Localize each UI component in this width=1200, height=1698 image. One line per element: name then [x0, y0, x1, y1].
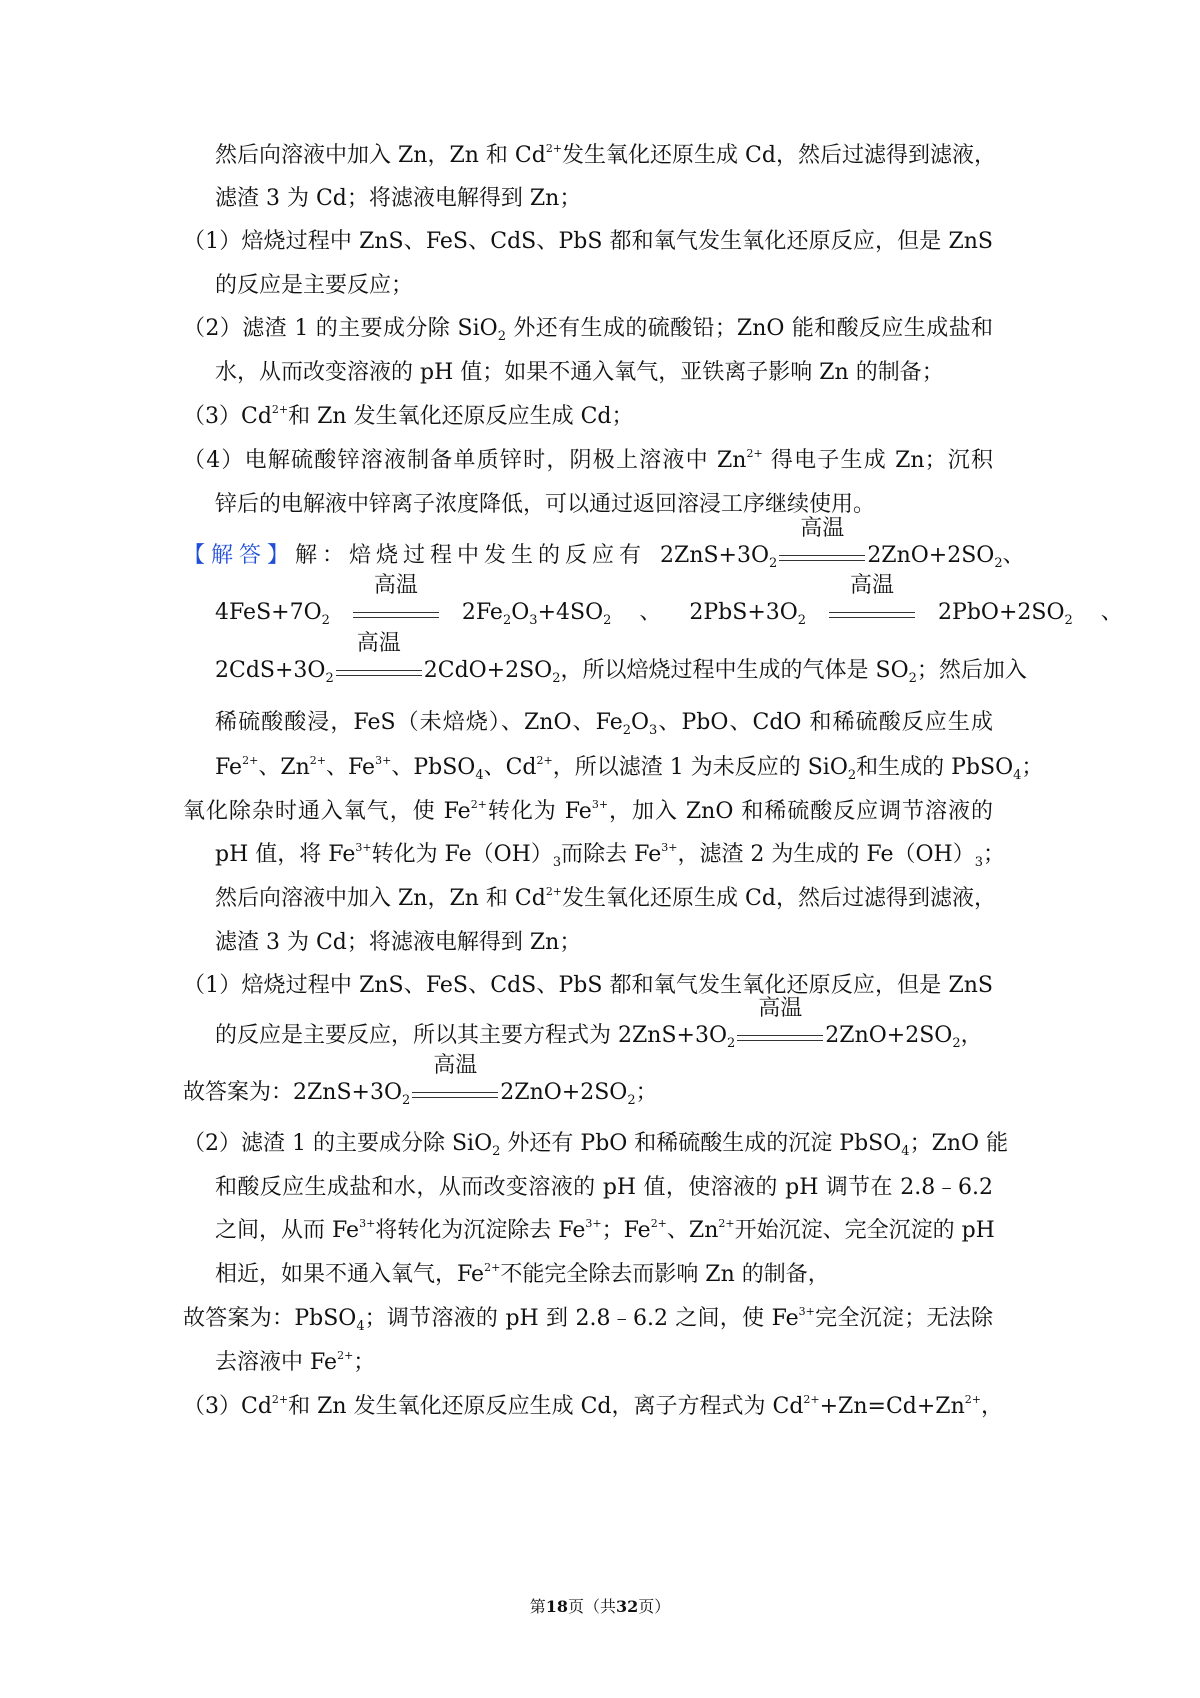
- text-run: 、Zn: [666, 1218, 719, 1243]
- text-run: 、Cd: [483, 755, 537, 780]
- text-run: 的反应是主要反应；: [215, 273, 414, 298]
- subscript: 4: [356, 1319, 365, 1334]
- equals-sign: [412, 1092, 498, 1098]
- text-run: +4SO: [537, 600, 604, 625]
- text-run: 转化为 Fe: [486, 799, 592, 824]
- superscript: 3+: [355, 841, 372, 854]
- text-run: 转化为 Fe（OH）: [371, 842, 553, 867]
- text-run: 然后向溶液中加入 Zn，Zn 和 Cd: [215, 886, 546, 911]
- subscript: 3: [649, 723, 658, 738]
- text-run: 和 Zn 发生氧化还原反应生成 Cd，离子方程式为 Cd: [288, 1394, 804, 1419]
- superscript: 2+: [271, 1393, 289, 1406]
- superscript: 2+: [650, 1217, 667, 1230]
- superscript: 2+: [545, 142, 563, 155]
- superscript: 3+: [591, 798, 609, 811]
- page-total: 32: [616, 1597, 639, 1616]
- text-run: 完全沉淀；无法除: [814, 1306, 993, 1331]
- text-line: [215, 1216, 993, 1246]
- subscript: 2: [908, 671, 917, 686]
- condition-label: 高温: [433, 1053, 478, 1078]
- subscript: 3: [974, 855, 983, 870]
- superscript: 2+: [484, 1261, 501, 1274]
- superscript: 2+: [337, 1349, 354, 1362]
- subscript: 3: [529, 613, 538, 628]
- text-line: [215, 1348, 375, 1378]
- text-line: [183, 1392, 1003, 1422]
- superscript: 3+: [585, 1217, 602, 1230]
- text-run: （3）Cd: [183, 1394, 272, 1419]
- text-line: [215, 708, 993, 738]
- text-run: （4）电解硫酸锌溶液制备单质锌时，阴极上溶液中 Zn: [183, 448, 747, 473]
- text-run: （2）滤渣 1 的主要成分除 SiO: [183, 316, 498, 341]
- text-line: [215, 1260, 830, 1290]
- text-run: 、: [1100, 600, 1123, 625]
- text-run: 滤渣 3 为 Cd；将滤液电解得到 Zn；: [215, 186, 582, 211]
- text-run: 不能完全除去而影响 Zn 的制备，: [500, 1262, 830, 1287]
- footer-text: 第: [529, 1597, 546, 1616]
- text-run: 发生氧化还原生成 Cd，然后过滤得到滤液，: [562, 143, 996, 168]
- text-line: [183, 1129, 1009, 1159]
- reaction-condition: [735, 996, 825, 1051]
- text-run: 的反应是主要反应，所以其主要方程式为 2ZnS+3O: [215, 1023, 727, 1048]
- text-run: 、: [639, 600, 662, 625]
- text-run: O: [511, 600, 530, 625]
- reaction-condition: [777, 516, 867, 571]
- text-run: +Zn=Cd+Zn: [819, 1394, 965, 1419]
- condition-label: 高温: [373, 573, 418, 598]
- footer-text: 页（共: [567, 1597, 616, 1616]
- text-run: ；Fe: [601, 1218, 651, 1243]
- text-run: 开始沉淀、完全沉淀的 pH: [734, 1218, 995, 1243]
- condition-label: 高温: [758, 996, 803, 1021]
- text-line: [215, 631, 1027, 686]
- text-run: 故答案为：PbSO: [183, 1306, 357, 1331]
- superscript: 2+: [964, 1393, 981, 1406]
- text-line: [183, 1304, 993, 1334]
- text-run: 4FeS+7O: [215, 600, 322, 625]
- text-run: 氧化除杂时通入氧气，使 Fe: [183, 799, 471, 824]
- text-run: （3）Cd: [183, 404, 272, 429]
- subscript: 2: [627, 1093, 636, 1108]
- text-line: [183, 314, 993, 344]
- subscript: 2: [622, 723, 631, 738]
- text-run: 2ZnO+2SO: [825, 1023, 953, 1048]
- text-run: ，滤渣 2 为生成的 Fe（OH）: [677, 842, 975, 867]
- text-run: 外还有生成的硫酸铅；ZnO 能和酸反应生成盐和: [505, 316, 993, 341]
- page-footer: [0, 1596, 1200, 1618]
- condition-label: 高温: [850, 573, 895, 598]
- text-line: [215, 1173, 993, 1203]
- text-run: 2ZnO+2SO: [867, 543, 995, 568]
- subscript: 4: [475, 768, 484, 783]
- text-run: （1）焙烧过程中 ZnS、FeS、CdS、PbS 都和氧气发生氧化还原反应，但是 ZnS: [183, 229, 993, 254]
- condition-label: 高温: [356, 631, 401, 656]
- superscript: 2+: [242, 754, 259, 767]
- text-run: 然后向溶液中加入 Zn，Zn 和 Cd: [215, 143, 546, 168]
- equals-sign: [336, 670, 422, 676]
- text-run: 解：焙烧过程中发生的反应有: [295, 543, 647, 568]
- superscript: 3+: [798, 1305, 815, 1318]
- text-run: 和 Zn 发生氧化还原反应生成 Cd；: [288, 404, 634, 429]
- subscript: 2: [402, 1093, 411, 1108]
- equals-sign: [353, 612, 439, 618]
- text-line: [183, 797, 993, 827]
- text-run: pH 值，将 Fe: [215, 842, 356, 867]
- text-run: 滤渣 3 为 Cd；将滤液电解得到 Zn；: [215, 930, 582, 955]
- superscript: 2+: [536, 754, 553, 767]
- text-run: 、Fe: [326, 755, 376, 780]
- text-run: 故答案为：2ZnS+3O: [183, 1080, 402, 1105]
- text-run: 得电子生成 Zn；沉积: [762, 448, 993, 473]
- text-line: [215, 358, 944, 388]
- subscript: 2: [603, 613, 612, 628]
- text-run: ，: [960, 1023, 983, 1048]
- subscript: 4: [1013, 768, 1022, 783]
- text-run: 锌后的电解液中锌离子浓度降低，可以通过返回溶浸工序继续使用。: [215, 492, 876, 517]
- text-run: 而除去 Fe: [561, 842, 662, 867]
- text-run: 2Fe: [461, 600, 503, 625]
- text-run: 相近，如果不通入氧气，Fe: [215, 1262, 485, 1287]
- superscript: 2+: [746, 447, 763, 460]
- text-line: [215, 271, 413, 301]
- subscript: 2: [1064, 613, 1073, 628]
- text-run: 2ZnS+3O: [660, 543, 770, 568]
- superscript: 2+: [271, 403, 289, 416]
- text-run: ，加入 ZnO 和稀硫酸反应调节溶液的: [608, 799, 994, 824]
- text-run: ；ZnO 能: [909, 1131, 1009, 1156]
- subscript: 2: [847, 768, 857, 783]
- text-run: （1）焙烧过程中 ZnS、FeS、CdS、PbS 都和氧气发生氧化还原反应，但是 ZnS: [183, 973, 993, 998]
- text-run: 、Zn: [258, 755, 310, 780]
- text-run: ，: [980, 1394, 1003, 1419]
- text-line: [183, 402, 634, 432]
- text-run: 将转化为沉淀除去 Fe: [375, 1218, 586, 1243]
- subscript: 2: [994, 556, 1003, 571]
- text-line: [183, 227, 993, 257]
- page-number: 18: [545, 1597, 568, 1616]
- superscript: 2+: [470, 798, 487, 811]
- text-run: （2）滤渣 1 的主要成分除 SiO: [183, 1131, 493, 1156]
- text-line: [215, 490, 875, 520]
- reaction-condition: [827, 573, 917, 628]
- reaction-condition: [410, 1053, 500, 1108]
- text-run: 2ZnO+2SO: [500, 1080, 628, 1105]
- text-run: ；: [983, 842, 1006, 867]
- text-line: [215, 753, 1043, 783]
- text-run: 、PbSO: [391, 755, 476, 780]
- text-run: ；然后加入: [916, 658, 1027, 683]
- text-run: ；: [635, 1080, 658, 1105]
- subscript: 4: [901, 1144, 910, 1159]
- text-run: 2PbO+2SO: [938, 600, 1065, 625]
- text-line: [183, 1053, 658, 1108]
- text-line: [215, 573, 1123, 628]
- equals-sign: [829, 612, 915, 618]
- subscript: 2: [321, 613, 330, 628]
- superscript: 2+: [718, 1217, 735, 1230]
- text-run: 、: [1002, 543, 1025, 568]
- text-run: 去溶液中 Fe: [215, 1350, 338, 1375]
- text-line: [215, 884, 996, 914]
- text-line: [183, 971, 993, 1001]
- subscript: 2: [797, 613, 807, 628]
- text-run: 2CdS+3O: [215, 658, 326, 683]
- text-run: O: [631, 710, 650, 735]
- condition-label: 高温: [800, 516, 845, 541]
- equals-sign: [737, 1035, 823, 1041]
- subscript: 2: [769, 556, 778, 571]
- answer-tag: 【解答】: [183, 543, 296, 568]
- text-run: 外还有 PbO 和稀硫酸生成的沉淀 PbSO: [500, 1131, 902, 1156]
- subscript: 3: [552, 855, 562, 870]
- text-line: [183, 446, 993, 476]
- equals-sign: [779, 555, 865, 561]
- text-run: 和酸反应生成盐和水，从而改变溶液的 pH 值，使溶液的 pH 调节在 2.8﹣6.2: [215, 1175, 993, 1200]
- superscript: 2+: [803, 1393, 820, 1406]
- text-run: 稀硫酸酸浸，FeS（未焙烧）、ZnO、Fe: [215, 710, 623, 735]
- text-run: 发生氧化还原生成 Cd，然后过滤得到滤液，: [562, 886, 996, 911]
- reaction-condition: [351, 573, 441, 628]
- text-line: [215, 840, 1005, 870]
- subscript: 2: [497, 329, 506, 344]
- text-run: 2CdO+2SO: [423, 658, 553, 683]
- text-run: ，所以滤渣 1 为未反应的 SiO: [552, 755, 848, 780]
- reaction-condition: [334, 631, 424, 686]
- text-run: ，所以焙烧过程中生成的气体是 SO: [560, 658, 909, 683]
- text-line: [215, 996, 983, 1051]
- superscript: 3+: [375, 754, 392, 767]
- text-run: 水，从而改变溶液的 pH 值；如果不通入氧气，亚铁离子影响 Zn 的制备；: [215, 360, 944, 385]
- text-run: ；: [1021, 755, 1044, 780]
- footer-text: 页）: [638, 1597, 671, 1616]
- text-run: 、PbO、CdO 和稀硫酸反应生成: [657, 710, 993, 735]
- text-run: Fe: [215, 755, 243, 780]
- superscript: 3+: [661, 841, 678, 854]
- subscript: 2: [727, 1036, 736, 1051]
- superscript: 3+: [359, 1217, 376, 1230]
- text-line: [215, 928, 581, 958]
- superscript: 2+: [545, 885, 563, 898]
- subscript: 2: [492, 1144, 501, 1159]
- text-line: [215, 141, 996, 171]
- text-line: [183, 516, 1025, 571]
- subscript: 2: [552, 671, 561, 686]
- text-run: 和生成的 PbSO: [856, 755, 1014, 780]
- text-line: [215, 184, 581, 214]
- text-run: ；: [353, 1350, 376, 1375]
- subscript: 2: [952, 1036, 961, 1051]
- superscript: 2+: [309, 754, 326, 767]
- text-run: 2PbS+3O: [689, 600, 798, 625]
- text-run: ；调节溶液的 pH 到 2.8﹣6.2 之间，使 Fe: [364, 1306, 799, 1331]
- subscript: 2: [325, 671, 334, 686]
- text-run: 之间，从而 Fe: [215, 1218, 360, 1243]
- subscript: 2: [502, 613, 512, 628]
